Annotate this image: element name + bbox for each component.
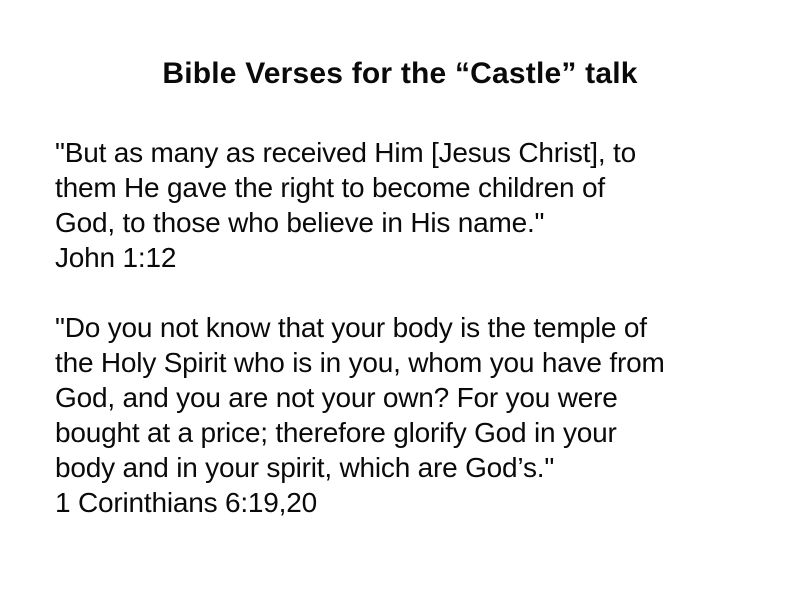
verse-text-line: body and in your spirit, which are God’s." bbox=[55, 452, 555, 483]
slide-title: Bible Verses for the “Castle” talk bbox=[162, 57, 638, 90]
verse-reference: John 1:12 bbox=[55, 242, 177, 273]
verse-text-line: "But as many as received Him [Jesus Christ], to bbox=[55, 137, 636, 168]
verse-text-line: "Do you not know that your body is the temple of bbox=[55, 312, 647, 343]
verse-john-1-12 bbox=[55, 135, 760, 275]
verse-1-corinthians-6-19-20 bbox=[55, 310, 760, 520]
verse-text-line: God, to those who believe in His name." bbox=[55, 207, 545, 238]
verse-text-line: them He gave the right to become children of bbox=[55, 172, 605, 203]
verse-text-line: bought at a price; therefore glorify God in your bbox=[55, 417, 617, 448]
verse-reference: 1 Corinthians 6:19,20 bbox=[55, 487, 317, 518]
verse-text-line: the Holy Spirit who is in you, whom you have from bbox=[55, 347, 665, 378]
verse-text-line: God, and you are not your own? For you were bbox=[55, 382, 618, 413]
verses-section bbox=[0, 91, 800, 520]
